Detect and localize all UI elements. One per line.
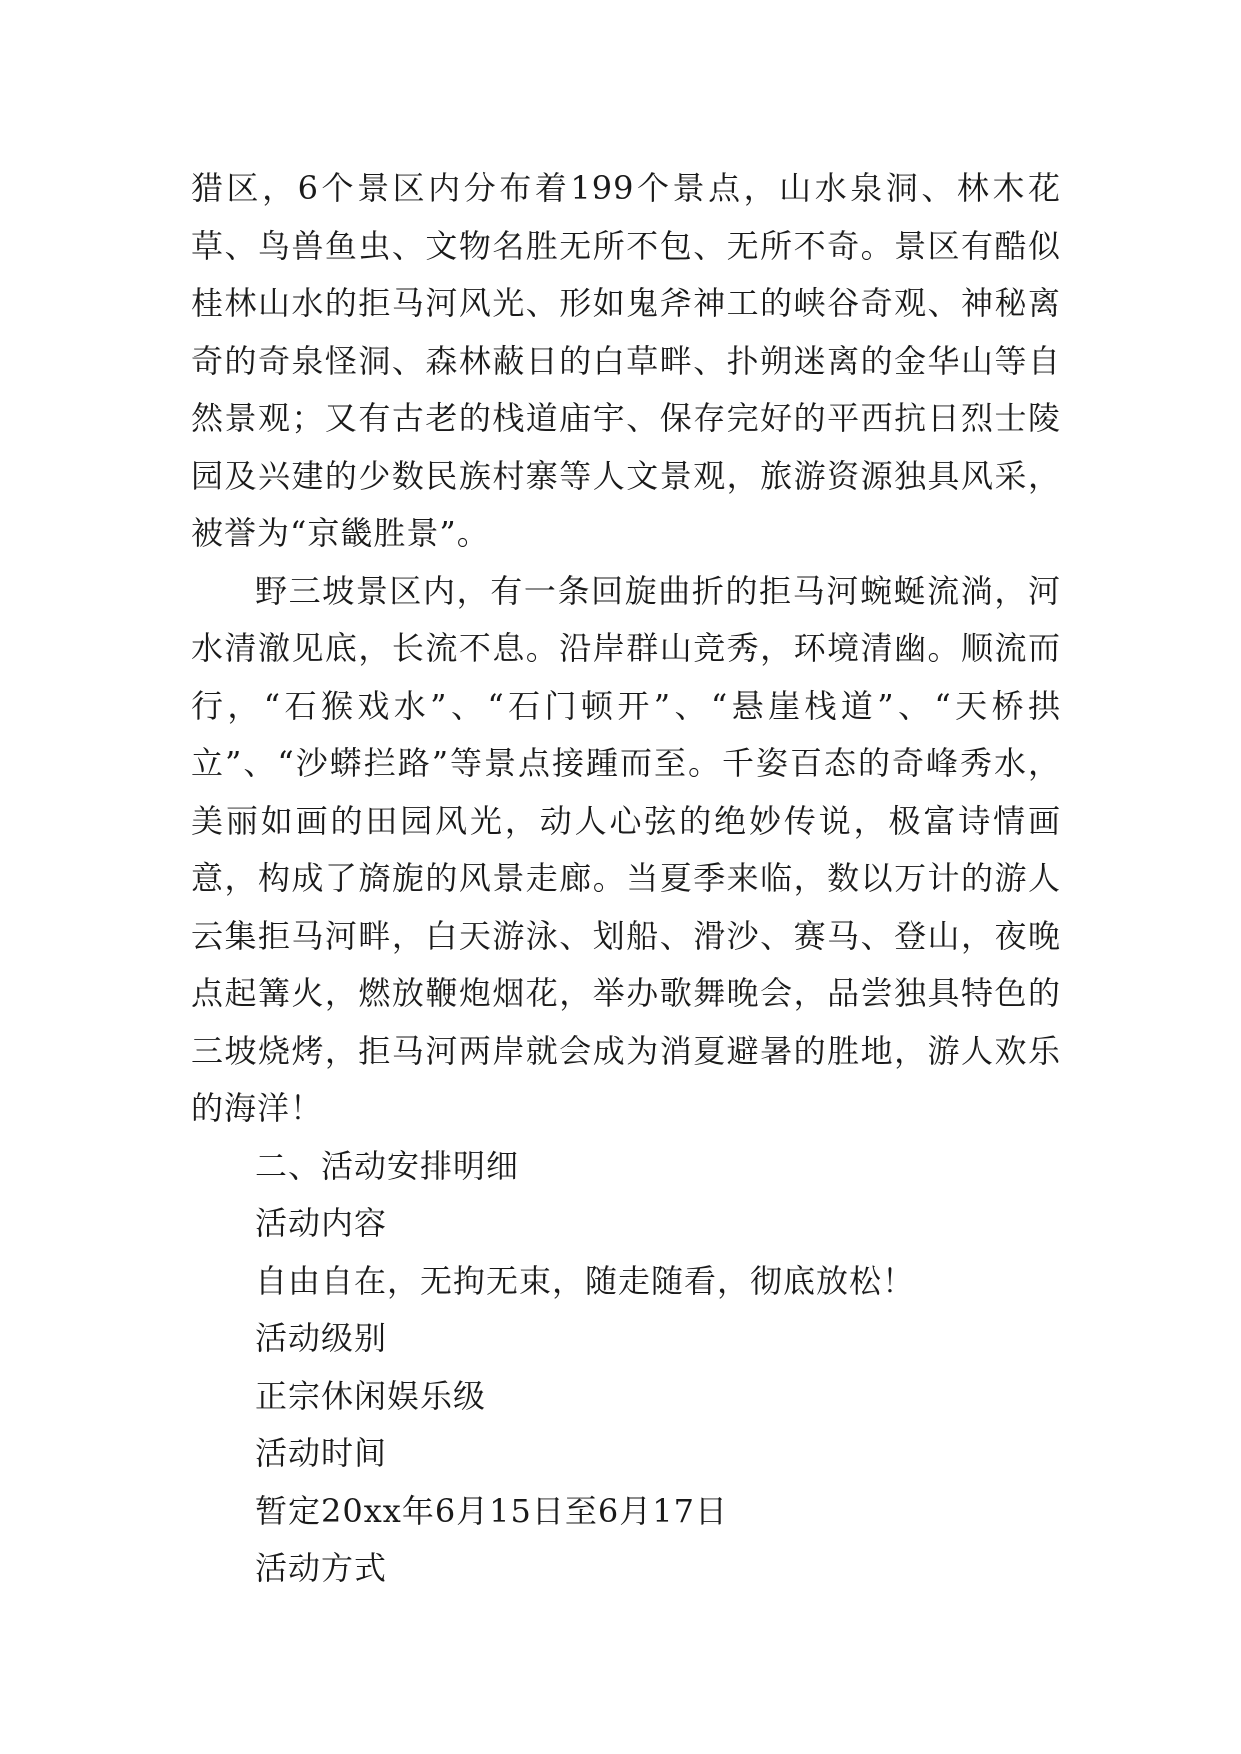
value-activity-level: 正宗休闲娱乐级 bbox=[255, 1376, 487, 1415]
label-activity-content: 活动内容 bbox=[255, 1204, 388, 1242]
label-activity-time: 活动时间 bbox=[255, 1434, 388, 1472]
document-body bbox=[191, 160, 1061, 1598]
label-activity-method: 活动方式 bbox=[255, 1549, 388, 1587]
paragraph-scenic-overview: 猎区，6个景区内分布着199个景点，山水泉洞、林木花草、鸟兽鱼虫、文物名胜无所不包、无所不奇。景区有酷似桂林山水的拒马河风光、形如鬼斧神工的峡谷奇观、神秘离奇的奇泉怪洞、森林蔽日的白草畔、扑朔迷离的金华山等自然景观；又有古老的栈道庙宇、保存完好的平西抗日烈士陵园及兴建的少数民族村寨等人文景观，旅游资源独具风采，被誉为“京畿胜景”。 bbox=[191, 169, 1061, 552]
value-activity-time: 暂定20xx年6月15日至6月17日 bbox=[255, 1491, 728, 1530]
value-activity-content: 自由自在，无拘无束，随走随看，彻底放松！ bbox=[255, 1261, 916, 1300]
section-heading-activity-arrangement: 二、活动安排明细 bbox=[255, 1146, 520, 1185]
paragraph-juma-river: 野三坡景区内，有一条回旋曲折的拒马河蜿蜒流淌，河水清澈见底，长流不息。沿岸群山竞秀，环境清幽。顺流而行，“石猴戏水”、“石门顿开”、“悬崖栈道”、“天桥拱立”、“沙蟒拦路”等景点接踵而至。千姿百态的奇峰秀水，美丽如画的田园风光，动人心弦的绝妙传说，极富诗情画意，构成了旖旎的风景走廊。当夏季来临，数以万计的游人云集拒马河畔，白天游泳、划船、滑沙、赛马、登山，夜晚点起篝火，燃放鞭炮烟花，举办歌舞晚会，品尝独具特色的三坡烧烤，拒马河两岸就会成为消夏避暑的胜地，游人欢乐的海洋！ bbox=[191, 571, 1061, 1127]
label-activity-level: 活动级别 bbox=[255, 1319, 388, 1357]
